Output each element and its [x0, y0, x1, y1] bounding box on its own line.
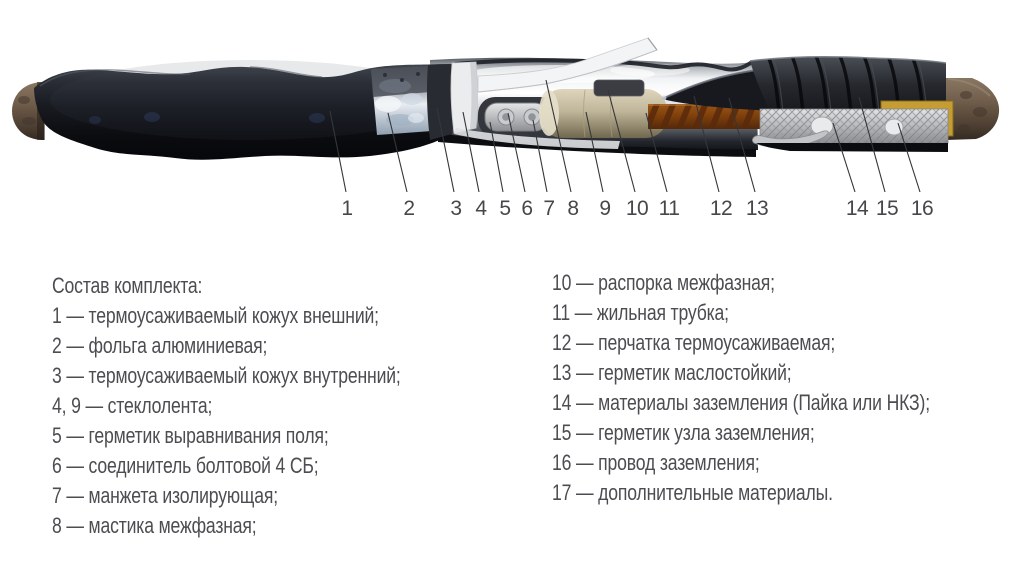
cable-joint-diagram [0, 0, 1029, 240]
callout-number-4: 4 [475, 197, 487, 220]
foil-window [371, 66, 432, 135]
legend-item: 16 — провод заземления; [552, 450, 760, 475]
legend-item: 4, 9 — стеклолента; [52, 393, 213, 418]
interphase-spacer [594, 80, 644, 96]
inner-sleeve-band [427, 64, 454, 140]
callout-number-9: 9 [599, 197, 611, 220]
callout-number-2: 2 [403, 197, 415, 220]
grounding-assembly [752, 101, 953, 152]
callout-number-15: 15 [875, 197, 899, 220]
callout-number-8: 8 [567, 197, 579, 220]
legend-item: 12 — перчатка термоусаживаемая; [552, 330, 836, 355]
callout-number-6: 6 [521, 197, 533, 220]
legend-item: 2 — фольга алюминиевая; [52, 333, 268, 358]
legend-title: Состав комплекта: [52, 273, 203, 298]
callout-number-3: 3 [450, 197, 462, 220]
callout-number-16: 16 [910, 197, 934, 220]
legend-left-column [52, 271, 401, 541]
legend-item: 13 — герметик маслостойкий; [552, 360, 792, 385]
callout-number-11: 11 [658, 197, 680, 220]
callout-number-1: 1 [341, 197, 353, 220]
cable-right-end [946, 78, 999, 140]
callout-number-7: 7 [543, 197, 555, 220]
legend-item: 5 — герметик выравнивания поля; [52, 423, 329, 448]
legend-item: 6 — соединитель болтовой 4 СБ; [52, 453, 319, 478]
legend-item: 15 — герметик узла заземления; [552, 420, 815, 445]
solder-point [885, 119, 903, 135]
legend-right-column [552, 268, 930, 508]
legend-item: 14 — материалы заземления (Пайка или НКЗ); [552, 390, 930, 415]
callout-number-12: 12 [709, 197, 733, 220]
legend-item: 1 — термоусаживаемый кожух внешний; [52, 303, 379, 328]
callout-number-5: 5 [499, 197, 511, 220]
legend-item: 17 — дополнительные материалы. [552, 480, 833, 505]
legend-item: 3 — термоусаживаемый кожух внутренний; [52, 363, 401, 388]
legend-item: 8 — мастика межфазная; [52, 513, 257, 538]
legend-item: 11 — жильная трубка; [552, 300, 729, 325]
callout-number-10: 10 [625, 197, 649, 220]
callout-number-13: 13 [745, 197, 769, 220]
legend-item: 7 — манжета изолирующая; [52, 483, 278, 508]
callout-number-14: 14 [845, 197, 869, 220]
legend-item: 10 — распорка межфазная; [552, 270, 775, 295]
